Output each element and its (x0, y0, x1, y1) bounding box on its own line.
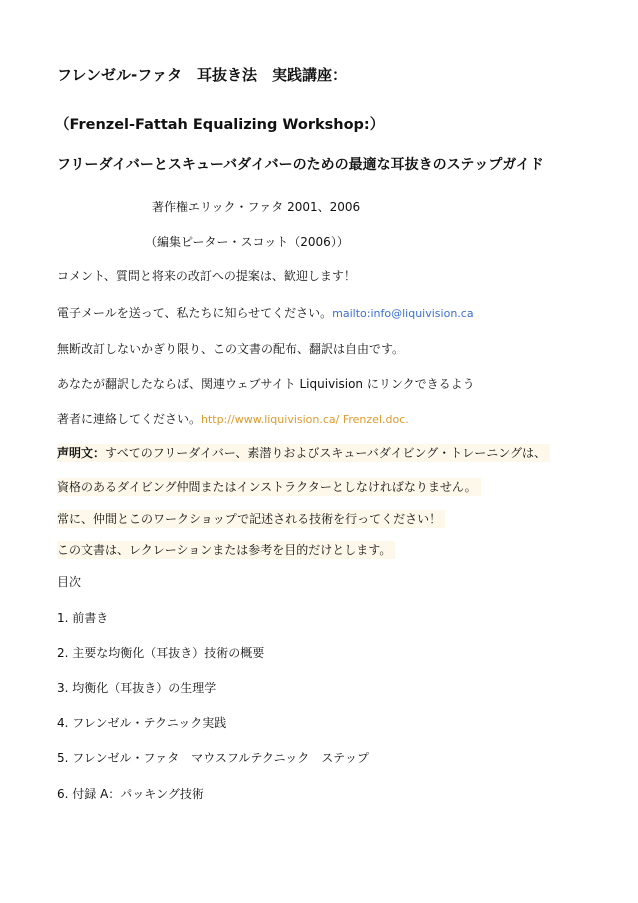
disclaimer-text-2: 資格のあるダイビング仲間またはインストラクターとしなければなりません。 (57, 478, 481, 496)
disclaimer-label: 声明文： (57, 446, 106, 460)
contact-text: 著者に連絡してください。 (57, 412, 202, 426)
disclaimer-line-3 (57, 511, 445, 527)
comments-line: コメント、質問と将来の改訂への提案は、歓迎します！ (57, 269, 356, 283)
copyright-line: 著作権エリック・ファタ 2001、2006 (152, 200, 361, 214)
disclaimer-text-1: すべてのフリーダイバー、素潜りおよびスキューバダイビング・トレーニングは、 (105, 446, 547, 460)
disclaimer-text-3: 常に、仲間とこのワークショップで記述される技術を行ってください！ (57, 510, 445, 528)
document-subtitle: （Frenzel-Fattah Equalizing Workshop:） (55, 117, 385, 133)
toc-item-4: 4. フレンゼル・テクニック実践 (57, 716, 227, 730)
toc-heading: 目次 (57, 575, 82, 589)
editor-line: （編集ピーター・スコット（2006）） (145, 235, 349, 249)
disclaimer-text-4: この文書は、レクレーションまたは参考を目的だけとします。 (57, 541, 395, 559)
toc-item-2: 2. 主要な均衡化（耳抜き）技術の概要 (57, 646, 265, 660)
translate-note-line: あなたが翻訳したならば、関連ウェブサイト Liquivision にリンクできるよう (57, 377, 475, 391)
disclaimer-line-1 (57, 445, 550, 461)
toc-item-6: 6. 付録 A：パッキング技術 (57, 787, 204, 801)
distribution-line: 無断改訂しないかぎり限り、この文書の配布、翻訳は自由です。 (57, 342, 405, 356)
toc-item-1: 1. 前書き (57, 611, 109, 625)
toc-item-3: 3. 均衡化（耳抜き）の生理学 (57, 681, 217, 695)
guide-title: フリーダイバーとスキューバダイバーのための最適な耳抜きのステップガイド (57, 157, 544, 173)
disclaimer-line-2 (57, 479, 481, 495)
disclaimer-line-4 (57, 542, 395, 558)
email-link[interactable]: mailto:info@liquivision.ca (332, 307, 474, 320)
toc-item-5: 5. フレンゼル・ファタ マウスフルテクニック ステップ (57, 751, 369, 765)
contact-line (57, 411, 409, 428)
document-title: フレンゼル-ファタ 耳抜き法 実践講座： (57, 66, 347, 84)
email-text: 電子メールを送って、私たちに知らせてください。 (57, 306, 333, 320)
website-link[interactable]: http://www.liquivision.ca/ Frenzel.doc. (201, 413, 409, 426)
email-line (57, 305, 474, 322)
